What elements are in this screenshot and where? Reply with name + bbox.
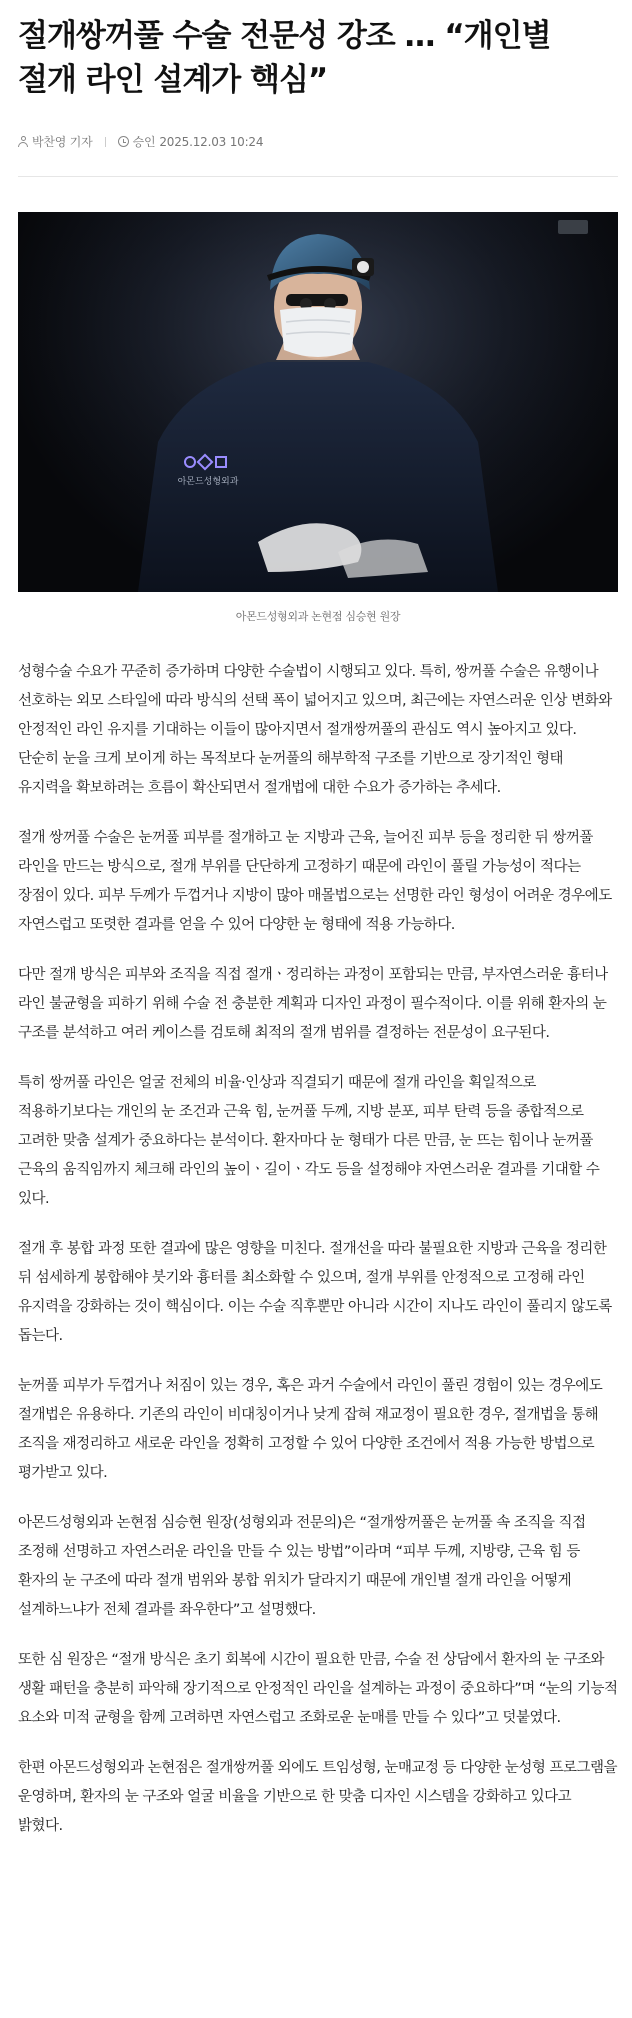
article-paragraph: 절개 후 봉합 과정 또한 결과에 많은 영향을 미친다. 절개선을 따라 불필요한 지방과 근육을 정리한 뒤 섬세하게 봉합해야 붓기와 흉터를 최소화할 수 있으며, 절개 부위를 안정적으로 고정해 라인 유지력을 강화하는 것이 핵심이다. 이는 수술 직후뿐만 아니라 시간이 지나도 라인이 풀리지 않도록 돕는다. — [18, 1241, 612, 1344]
person-icon — [18, 136, 28, 147]
clock-icon — [118, 136, 129, 147]
article-paragraph: 특히 쌍꺼풀 라인은 얼굴 전체의 비율·인상과 직결되기 때문에 절개 라인을 획일적으로 적용하기보다는 개인의 눈 조건과 근육 힘, 눈꺼풀 두께, 지방 분포, 피부 탄력 등을 종합적으로 고려한 맞춤 설계가 중요하다는 분석이다. 환자마다 눈 형태가 다른 만큼, 눈 뜨는 힘이나 눈꺼풀 근육의 움직임까지 체크해 라인의 높이ㆍ길이ㆍ각도 등을 설정해야 자연스러운 결과를 기대할 수 있다. — [18, 1075, 600, 1207]
approved-time — [118, 133, 264, 150]
article-paragraph: 아몬드성형외과 논현점 심승현 원장(성형외과 전문의)은 “절개쌍꺼풀은 눈꺼풀 속 조직을 직접 조정해 선명하고 자연스러운 라인을 만들 수 있는 방법”이라며 “피부 두께, 지방량, 근육 힘 등 환자의 눈 구조에 따라 절개 범위와 봉합 위치가 달라지기 때문에 개인별 절개 라인을 어떻게 설계하느냐가 전체 결과를 좌우한다”고 설명했다. — [18, 1515, 586, 1618]
header-divider — [18, 176, 618, 177]
article-paragraph: 절개 쌍꺼풀 수술은 눈꺼풀 피부를 절개하고 눈 지방과 근육, 늘어진 피부 등을 정리한 뒤 쌍꺼풀 라인을 만드는 방식으로, 절개 부위를 단단하게 고정하기 때문에 라인이 풀릴 가능성이 적다는 장점이 있다. 피부 두께가 두껍거나 지방이 많아 매몰법으로는 선명한 라인 형성이 어려운 경우에도 자연스럽고 또렷한 결과를 얻을 수 있어 다양한 눈 형태에 적용 가능하다. — [18, 830, 612, 933]
photo-caption: 아몬드성형외과 논현점 심승현 원장 — [235, 610, 401, 623]
article-paragraph: 눈꺼풀 피부가 두껍거나 처짐이 있는 경우, 혹은 과거 수술에서 라인이 풀린 경험이 있는 경우에도 절개법은 유용하다. 기존의 라인이 비대칭이거나 낮게 잡혀 재교정이 필요한 경우, 절개법을 통해 조직을 재정리하고 새로운 라인을 정확히 고정할 수 있어 다양한 조건에서 적용 가능한 방법으로 평가받고 있다. — [18, 1378, 603, 1481]
article-paragraph: 성형수술 수요가 꾸준히 증가하며 다양한 수술법이 시행되고 있다. 특히, 쌍꺼풀 수술은 유행이나 선호하는 외모 스타일에 따라 방식의 선택 폭이 넓어지고 있으며, 최근에는 자연스러운 인상 변화와 안정적인 라인 유지를 기대하는 이들이 많아지면서 절개쌍꺼풀의 관심도 역시 높아지고 있다. 단순히 눈을 크게 보이게 하는 목적보다 눈꺼풀의 해부학적 구조를 기반으로 장기적인 형태 유지력을 확보하려는 흐름이 확산되면서 절개법에 대한 수요가 증가하는 추세다. — [18, 664, 612, 796]
article-paragraph: 다만 절개 방식은 피부와 조직을 직접 절개ㆍ정리하는 과정이 포함되는 만큼, 부자연스러운 흉터나 라인 불균형을 피하기 위해 수술 전 충분한 계획과 디자인 과정이 필수적이다. 이를 위해 환자의 눈 구조를 분석하고 여러 케이스를 검토해 최적의 절개 범위를 결정하는 전문성이 요구된다. — [18, 967, 608, 1041]
article-headline: 절개쌍꺼풀 수술 전문성 강조 … “개인별 절개 라인 설계가 핵심” — [18, 18, 551, 98]
article-paragraph: 또한 심 원장은 “절개 방식은 초기 회복에 시간이 필요한 만큼, 수술 전 상담에서 환자의 눈 구조와 생활 패턴을 충분히 파악해 장기적으로 안정적인 라인을 설계하는 과정이 중요하다”며 “눈의 기능적 요소와 미적 균형을 함께 고려하면 자연스럽고 조화로운 눈매를 만들 수 있다”고 덧붙였다. — [18, 1652, 618, 1726]
surgeon-illustration — [18, 212, 618, 592]
reporter-name: 박찬영 기자 — [32, 135, 93, 149]
article-meta — [18, 133, 263, 150]
reporter-byline[interactable] — [18, 133, 93, 150]
article-photo[interactable] — [18, 212, 618, 592]
article-body — [18, 658, 618, 1862]
gown-logo-text: 아몬드성형외과 — [177, 477, 239, 487]
approved-label: 승인 — [132, 135, 156, 149]
approved-datetime: 2025.12.03 10:24 — [159, 134, 264, 149]
article-paragraph: 한편 아몬드성형외과 논현점은 절개쌍꺼풀 외에도 트임성형, 눈매교정 등 다양한 눈성형 프로그램을 운영하며, 환자의 눈 구조와 얼굴 비율을 기반으로 한 맞춤 디자인 시스템을 강화하고 있다고 밝혔다. — [18, 1760, 617, 1834]
meta-divider — [105, 137, 106, 147]
